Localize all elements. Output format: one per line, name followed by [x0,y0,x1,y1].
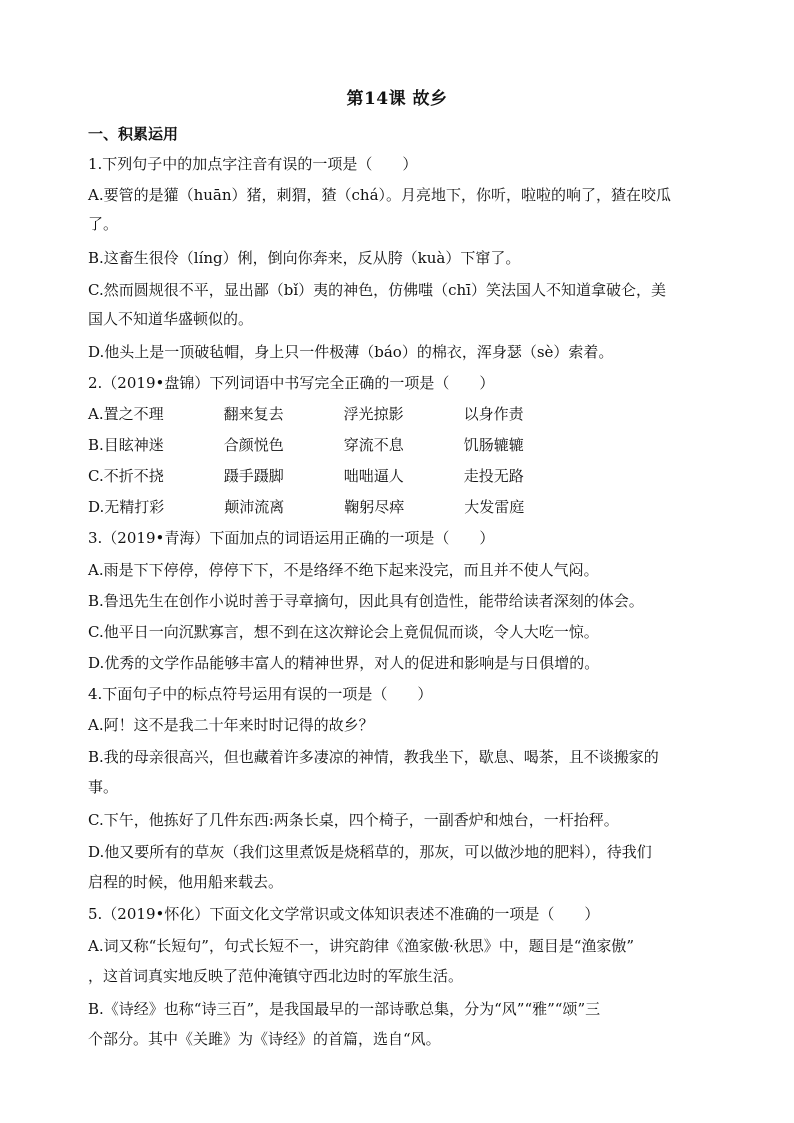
question-1-option-d: D.他头上是一顶破毡帽，身上只一件极薄（báo）的棉衣，浑身瑟（sè）索着。 [88,343,614,361]
question-3-stem: 3.（2019•青海）下面加点的词语运用正确的一项是（ ） [88,529,495,547]
word: 合颜悦色 [223,436,284,454]
question-5-option-b-cont: 个部分。其中《关雎》为《诗经》的首篇，选自“风。 [88,1030,441,1048]
question-4-option-b-cont: 事。 [88,778,119,796]
question-1-stem: 1.下列句子中的加点字注音有误的一项是（ ） [88,155,418,173]
word: 置之不理 [103,405,164,423]
option-label: B. [88,436,104,454]
question-5-option-b: B.《诗经》也称“诗三百”，是我国最早的一部诗歌总集，分为“风”“雅”“颂”三 [88,1000,601,1018]
word: 浮光掠影 [343,405,404,423]
question-5-option-a-cont: ，这首词真实地反映了范仲淹镇守西北边时的军旅生活。 [88,967,464,985]
question-4-option-c: C.下午，他拣好了几件东西:两条长桌，四个椅子，一副香炉和烛台，一杆抬秤。 [88,811,619,829]
word: 不折不挠 [103,467,164,485]
question-4-option-a: A.阿！这不是我二十年来时时记得的故乡？ [88,716,374,734]
word: 鞠躬尽瘁 [344,498,405,516]
word: 走投无路 [463,467,524,485]
word: 饥肠辘辘 [463,436,524,454]
question-3-option-a: A.雨是下下停停，停停下下，不是络绎不绝下起来没完，而且并不使人气闷。 [88,561,599,579]
question-4-option-b: B.我的母亲很高兴，但也藏着许多凄凉的神情，教我坐下，歇息、喝茶，且不谈搬家的 [88,748,659,766]
question-2-row-c [88,466,718,486]
question-3-option-b: B.鲁迅先生在创作小说时善于寻章摘句，因此具有创造性，能带给读者深刻的体会。 [88,592,644,610]
word: 以身作责 [463,405,524,423]
page-title: 第14课 故乡 [346,89,448,109]
option-label: D. [88,498,105,516]
question-2-row-b [88,435,718,455]
option-label: A. [88,405,104,423]
word: 无精打彩 [104,498,165,516]
word: 蹑手蹑脚 [223,467,284,485]
question-4-option-d: D.他又要所有的草灰（我们这里煮饭是烧稻草的，那灰，可以做沙地的肥料），待我们 [88,843,652,861]
question-4-option-d-cont: 启程的时候，他用船来载去。 [88,873,284,891]
question-1-option-a-cont: 了。 [88,215,119,233]
question-2-row-a [88,404,718,424]
word: 翻来复去 [223,405,284,423]
word: 目眩神迷 [103,436,164,454]
word: 大发雷庭 [464,498,525,516]
word: 穿流不息 [343,436,404,454]
question-1-option-c: C.然而圆规很不平，显出鄙（bǐ）夷的神色，仿佛嗤（chī）笑法国人不知道拿破仑，美 [88,281,666,299]
question-1-option-b: B.这畜生很伶（líng）俐，倒向你奔来，反从胯（kuà）下窜了。 [88,249,521,267]
option-label: C. [88,467,104,485]
word: 咄咄逼人 [343,467,404,485]
section-heading: 一、积累运用 [88,125,179,143]
question-2-row-d [88,497,718,517]
question-4-stem: 4.下面句子中的标点符号运用有误的一项是（ ） [88,685,433,703]
question-3-option-d: D.优秀的文学作品能够丰富人的精神世界，对人的促进和影响是与日俱增的。 [88,654,600,672]
question-5-option-a: A.词又称“长短句”，句式长短不一，讲究韵律《渔家傲·秋思》中，题目是“渔家傲” [88,937,635,955]
question-5-stem: 5.（2019•怀化）下面文化文学常识或文体知识表述不准确的一项是（ ） [88,905,600,923]
word: 颠沛流离 [224,498,285,516]
question-1-option-c-cont: 国人不知道华盛顿似的。 [88,310,254,328]
question-2-stem: 2.（2019•盘锦）下列词语中书写完全正确的一项是（ ） [88,374,495,392]
question-3-option-c: C.他平日一向沉默寡言，想不到在这次辩论会上竟侃侃而谈，令人大吃一惊。 [88,623,599,641]
question-1-option-a: A.要管的是獾（huān）猪，刺猬，猹（chá）。月亮地下，你听，啦啦的响了，猹在咬瓜 [88,186,672,204]
